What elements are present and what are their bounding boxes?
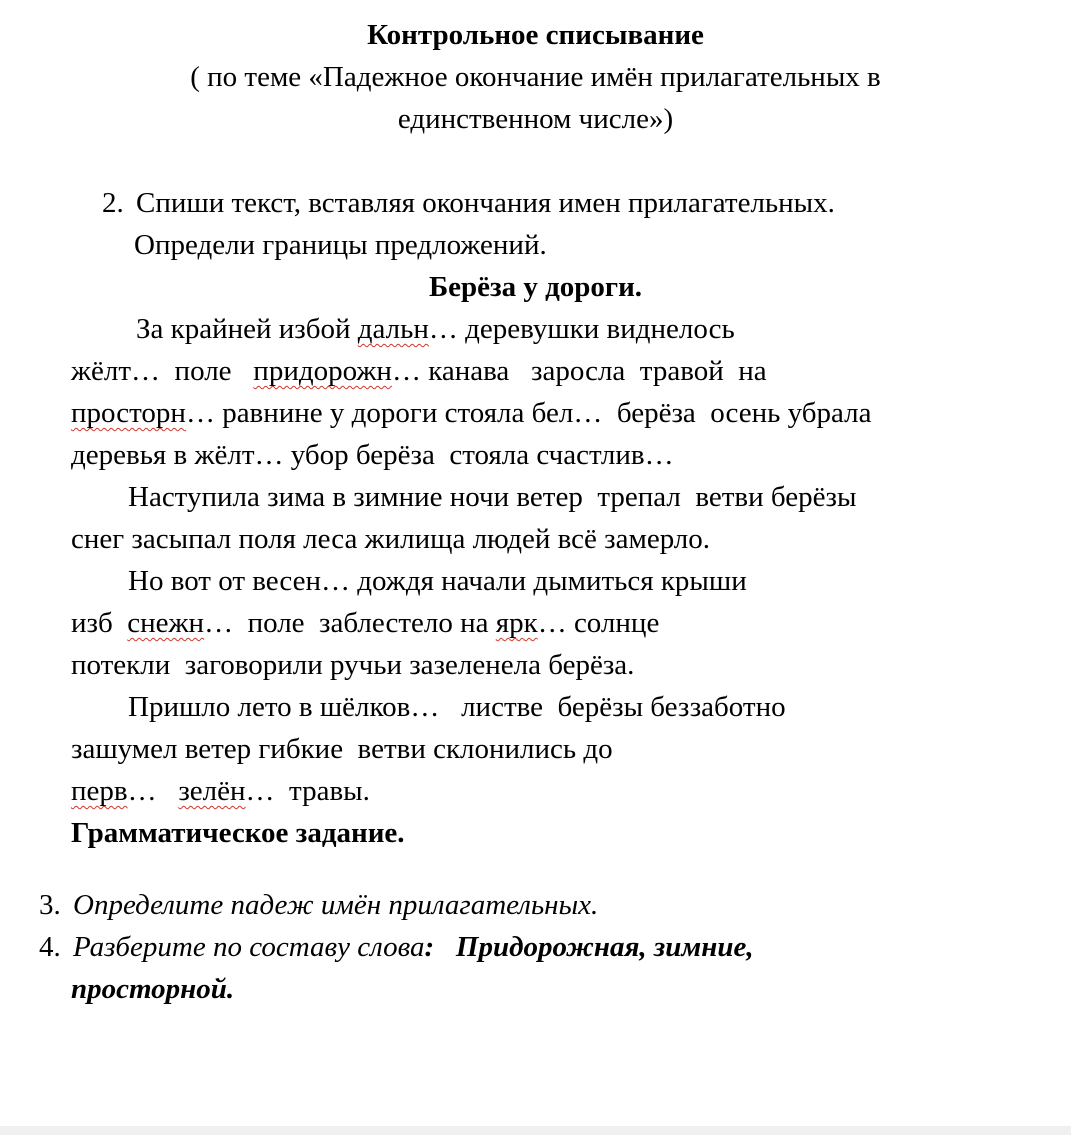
story-text: … канава заросла травой на [391,355,767,387]
item-4-words: Придорожная, зимние, [434,931,754,963]
item-4-colon: : [424,931,435,963]
story-text: За крайней избой [136,313,358,345]
story-text: … травы. [245,775,370,807]
story-line-7: Но вот от весен… дождя начали дымиться крыши [128,565,747,597]
story-text: … деревушки виднелось [428,313,735,345]
document-subtitle-line-1: ( по теме «Падежное окончание имён прилагательных в [190,61,881,93]
item-4-instruction: Разберите по составу слова [73,931,425,963]
spellcheck-word: зелён [178,775,246,807]
story-line-3 [71,396,871,430]
page-bottom-strip [0,1126,1071,1135]
story-line-9: потекли заговорили ручьи зазеленела берёза. [71,649,635,681]
story-line-8 [71,606,659,640]
item-4-text [73,930,754,964]
story-line-12 [71,774,370,808]
task-2-line-2: Определи границы предложений. [134,229,547,261]
document-title: Контрольное списывание [367,19,704,51]
story-title: Берёза у дороги. [428,271,643,303]
story-text: изб [71,607,128,639]
spellcheck-word: дальн [357,313,429,345]
story-text: … солнце [537,607,660,639]
task-2-line-1: Спиши текст, вставляя окончания имен прилагательных. [136,187,835,219]
story-line-11: зашумел ветер гибкие ветви склонились до [71,733,613,765]
item-3-text: Определите падеж имён прилагательных. [73,889,599,921]
grammar-heading: Грамматическое задание. [71,817,405,849]
spellcheck-word: ярк [495,607,538,639]
item-3-number: 3. [39,889,61,921]
story-text: жёлт… поле [71,355,254,387]
story-line-6: снег засыпал поля леса жилища людей всё замерло. [71,523,711,555]
task-2-number: 2. [102,187,124,219]
story-line-4: деревья в жёлт… убор берёза стояла счастлив… [71,439,674,471]
spellcheck-word: просторн [71,397,186,429]
spellcheck-word: перв [71,775,128,807]
story-line-5: Наступила зима в зимние ночи ветер трепал ветви берёзы [128,481,857,513]
story-text: … поле заблестело на [204,607,496,639]
story-text: … [127,775,179,807]
document-subtitle-line-2: единственном числе») [397,103,674,135]
spellcheck-word: снежн [127,607,205,639]
item-4-words-continued: просторной. [71,973,235,1005]
spellcheck-word: придорожн [253,355,392,387]
story-line-10: Пришло лето в шёлков… листве берёзы беззаботно [128,691,786,723]
story-text: … равнине у дороги стояла бел… берёза осень убрала [185,397,872,429]
story-line-1 [136,312,735,346]
story-line-2 [71,354,767,388]
item-4-number: 4. [39,931,61,963]
